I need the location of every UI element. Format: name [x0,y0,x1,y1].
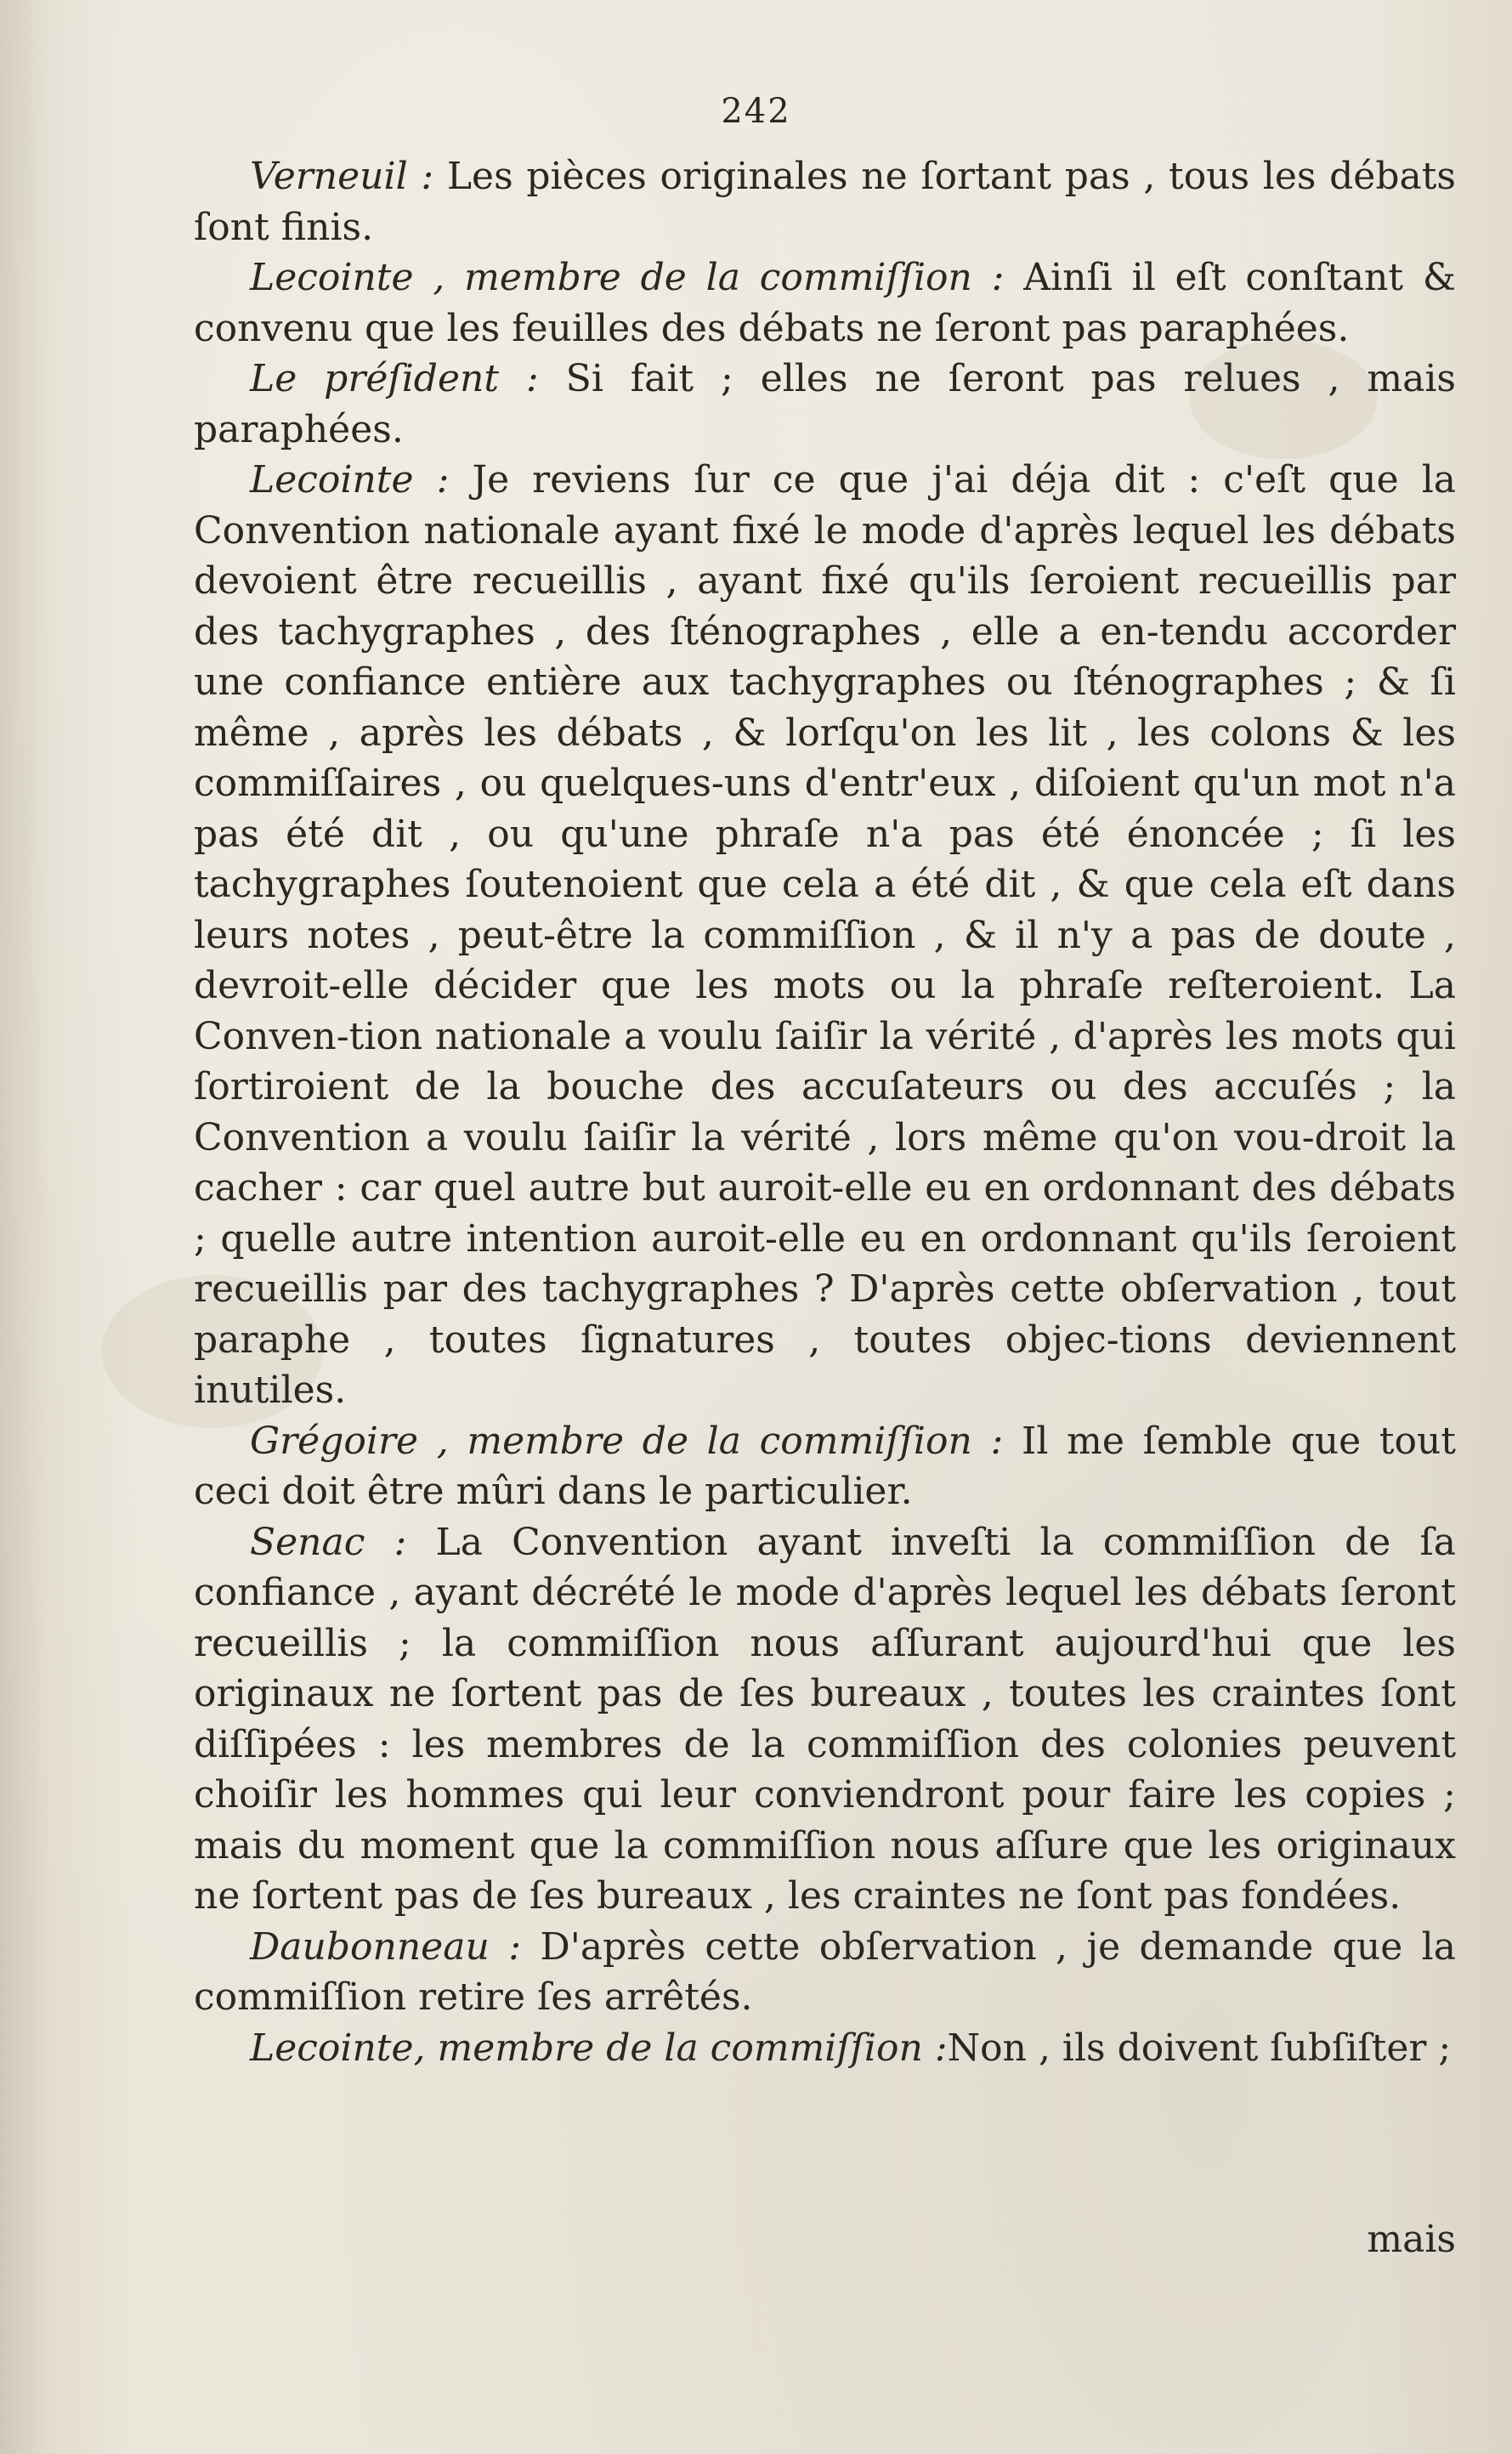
page-body [194,151,1456,2073]
paragraph-text: Il me ſemble que tout ceci doit être mûri dans le particulier. [194,1419,1456,1513]
paragraph-text: D'après cette obſervation , je demande que la commiſſion retire ſes arrêtés. [194,1924,1456,2019]
paragraph-text: Je reviens ſur ce que j'ai déja dit : c'eſt que la Convention nationale ayant fixé le mode d'après lequel les débats devoient être recueillis , ayant fixé qu'ils ſeroient recueillis par des tachygraphes , des ſténographes , elle a en-tendu accorder une confiance entière aux tachygraphes ou ſténographes ; & ſi même , après les débats , & lorſqu'on les lit , les colons & les commiſſaires , ou quelques-uns d'entr'eux , diſoient qu'un mot n'a pas été dit , ou qu'une phraſe n'a pas été énoncée ; ſi les tachygraphes ſoutenoient que cela a été dit , & que cela eſt dans leurs notes , peut-être la commiſſion , & il n'y a pas de doute , devroit-elle décider que les mots ou la phraſe reſteroient. La Conven-tion nationale a voulu ſaiſir la vérité , d'après les mots qui ſortiroient de la bouche des accuſateurs ou des accuſés ; la Convention a voulu ſaiſir la vérité , lors même qu'on vou-droit la cacher : car quel autre but auroit-elle eu en ordonnant des débats ; quelle autre intention auroit-elle eu en ordonnant qu'ils ſeroient recueillis par des tachygraphes ? D'après cette obſervation , tout paraphe , toutes ſignatures , toutes objec-tions deviennent inutiles. [194,458,1456,1412]
catchword: mais [1367,2218,1456,2261]
paragraph [194,354,1456,455]
speaker-name: Lecointe , membre de la commiſſion : [250,256,1005,299]
speaker-name: Senac : [250,1520,407,1564]
paragraph-text: Si fait ; elles ne ſeront pas relues , mais paraphées. [194,357,1456,451]
paragraph [194,2023,1456,2074]
paragraph [194,1416,1456,1517]
paragraph-text: Non , ils doivent ſubſiſter ; [947,2026,1452,2070]
speaker-name: Lecointe : [250,458,450,502]
speaker-name: Lecointe, membre de la commiſſion : [250,2026,948,2070]
page-number: 242 [721,92,791,131]
speaker-name: Verneuil : [250,155,434,198]
paragraph [194,455,1456,1416]
paragraph [194,1922,1456,2023]
speaker-name: Le préſident : [250,357,539,400]
paragraph-text: Les pièces originales ne ſortant pas , tous les débats ſont finis. [194,155,1456,249]
paragraph-text: La Convention ayant inveſti la commiſſion de ſa confiance , ayant décrété le mode d'après lequel les débats ſeront recueillis ; la commiſſion nous aſſurant aujourd'hui que les originaux ne ſortent pas de ſes bureaux , toutes les craintes ſont diſſipées : les membres de la commiſſion des colonies peuvent choiſir les hommes qui leur conviendront pour faire les copies ; mais du moment que la commiſſion nous aſſure que les originaux ne ſortent pas de ſes bureaux , les craintes ne ſont pas fondées. [194,1520,1456,1918]
paragraph [194,252,1456,354]
paragraph [194,151,1456,252]
speaker-name: Daubonneau : [250,1924,522,1969]
paragraph-text: Ainſi il eſt conſtant & convenu que les feuilles des débats ne ſeront pas paraphées. [194,256,1456,350]
paragraph [194,1517,1456,1922]
speaker-name: Grégoire , membre de la commiſſion : [250,1419,1004,1463]
